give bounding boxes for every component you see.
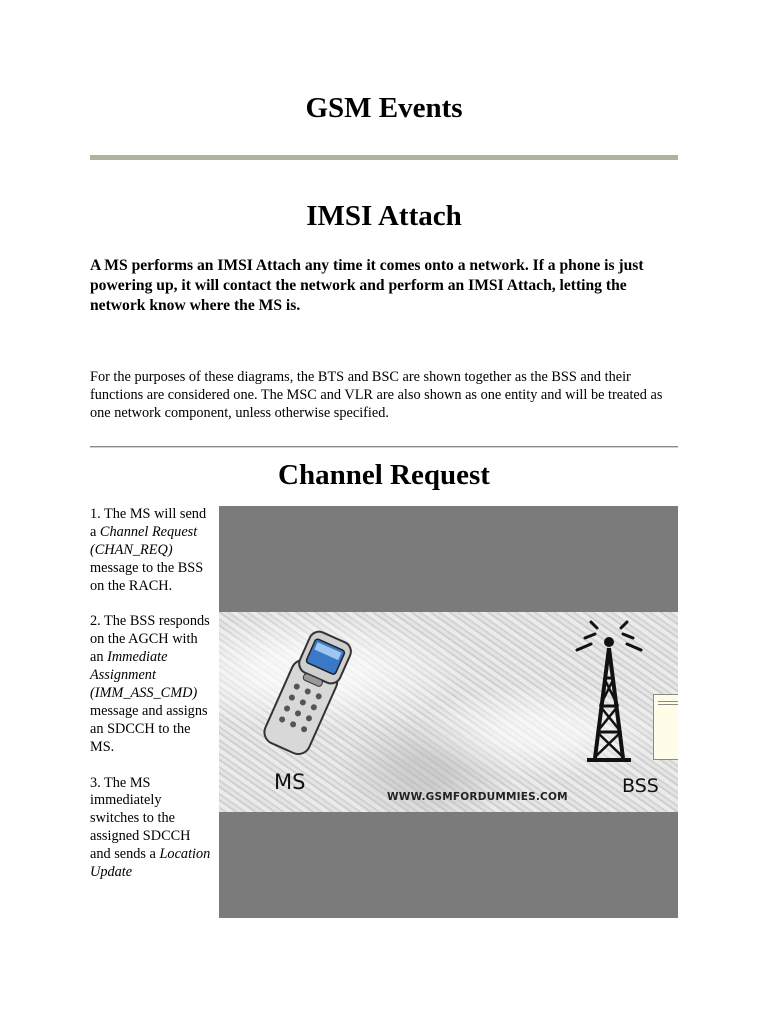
bss-label: BSS — [622, 775, 659, 797]
mobile-phone-icon — [261, 629, 361, 759]
channel-request-diagram — [219, 506, 678, 918]
subsection-title: Channel Request — [278, 459, 490, 491]
diagram-panel — [219, 612, 678, 812]
note-paragraph: For the purposes of these diagrams, the BTS and BSC are shown together as the BSS and their functions are considered one. The MSC and VLR are also shown as one entity and will be treated as one network component, unless otherwise specified. — [90, 369, 663, 421]
step-2: 2. The BSS responds on the AGCH with an Immediate Assignment (IMM_ASS_CMD) message and assigns an SDCCH to the MS. — [90, 613, 210, 755]
watermark-url: WWW.GSMFORDUMMIES.COM — [387, 791, 568, 803]
header-divider — [90, 155, 678, 160]
page-title: GSM Events — [305, 92, 463, 124]
ms-label: MS — [274, 770, 306, 794]
section-title: IMSI Attach — [306, 200, 462, 232]
document-icon — [653, 694, 678, 760]
section-divider — [90, 446, 678, 448]
intro-paragraph: A MS performs an IMSI Attach any time it comes onto a network. If a phone is just powering up, it will contact the network and perform an IMSI Attach, letting the network know where the MS is. — [90, 257, 644, 314]
steps-list — [90, 506, 214, 900]
step-3: 3. The MS immediately switches to the assigned SDCCH and sends a Location Update — [90, 774, 211, 881]
cell-tower-icon — [569, 620, 649, 770]
step-1: 1. The MS will send a Channel Request (CHAN_REQ) message to the BSS on the RACH. — [90, 506, 207, 594]
